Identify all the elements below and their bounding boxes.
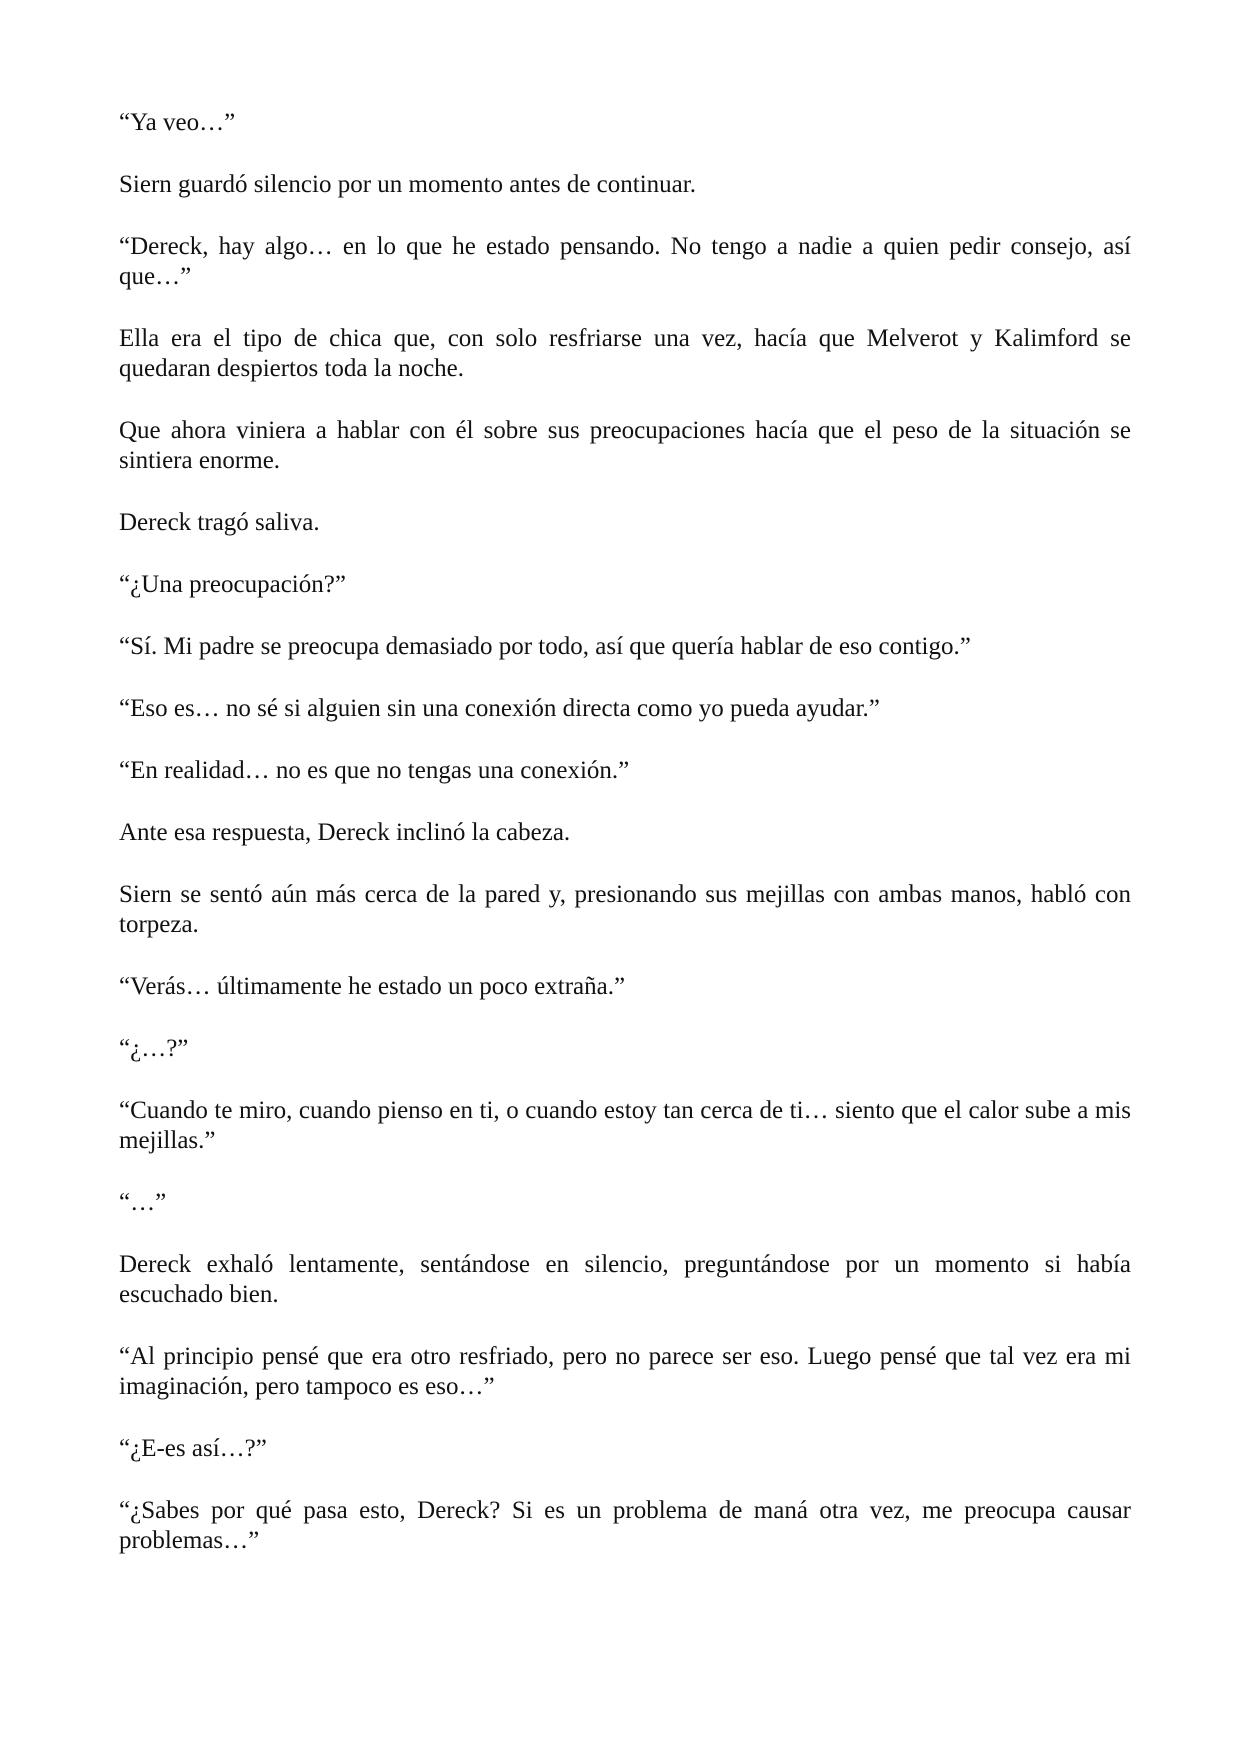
paragraph-2: Siern guardó silencio por un momento antes de continuar. [119,171,696,198]
document-page [119,108,1131,1588]
paragraph-4: Ella era el tipo de chica que, con solo resfriarse una vez, hacía que Melverot y Kalimford se quedaran despiertos toda la noche. [119,325,1131,382]
paragraph-1: “Ya veo…” [119,109,236,136]
paragraph-18: “Al principio pensé que era otro resfriado, pero no parece ser eso. Luego pensé que tal vez era mi imaginación, pero tampoco es eso…” [119,1343,1131,1400]
paragraph-15: “Cuando te miro, cuando pienso en ti, o cuando estoy tan cerca de ti… siento que el calor sube a mis mejillas.” [119,1097,1131,1154]
paragraph-17: Dereck exhaló lentamente, sentándose en silencio, preguntándose por un momento si había escuchado bien. [119,1251,1131,1308]
paragraph-9: “Eso es… no sé si alguien sin una conexión directa como yo pueda ayudar.” [119,695,880,722]
paragraph-5: Que ahora viniera a hablar con él sobre sus preocupaciones hacía que el peso de la situación se sintiera enorme. [119,417,1131,474]
paragraph-19: “¿E-es así…?” [119,1435,267,1462]
paragraph-12: Siern se sentó aún más cerca de la pared y, presionando sus mejillas con ambas manos, habló con torpeza. [119,881,1131,938]
paragraph-14: “¿…?” [119,1035,189,1062]
paragraph-7: “¿Una preocupación?” [119,571,346,598]
paragraph-13: “Verás… últimamente he estado un poco extraña.” [119,973,626,1000]
paragraph-6: Dereck tragó saliva. [119,509,320,536]
paragraph-11: Ante esa respuesta, Dereck inclinó la cabeza. [119,819,571,846]
paragraph-16: “…” [119,1189,167,1216]
paragraph-3: “Dereck, hay algo… en lo que he estado pensando. No tengo a nadie a quien pedir consejo, así que…” [119,233,1131,290]
paragraph-10: “En realidad… no es que no tengas una conexión.” [119,757,630,784]
paragraph-20: “¿Sabes por qué pasa esto, Dereck? Si es un problema de maná otra vez, me preocupa causar problemas…” [119,1497,1131,1554]
paragraph-8: “Sí. Mi padre se preocupa demasiado por todo, así que quería hablar de eso contigo.” [119,633,971,660]
